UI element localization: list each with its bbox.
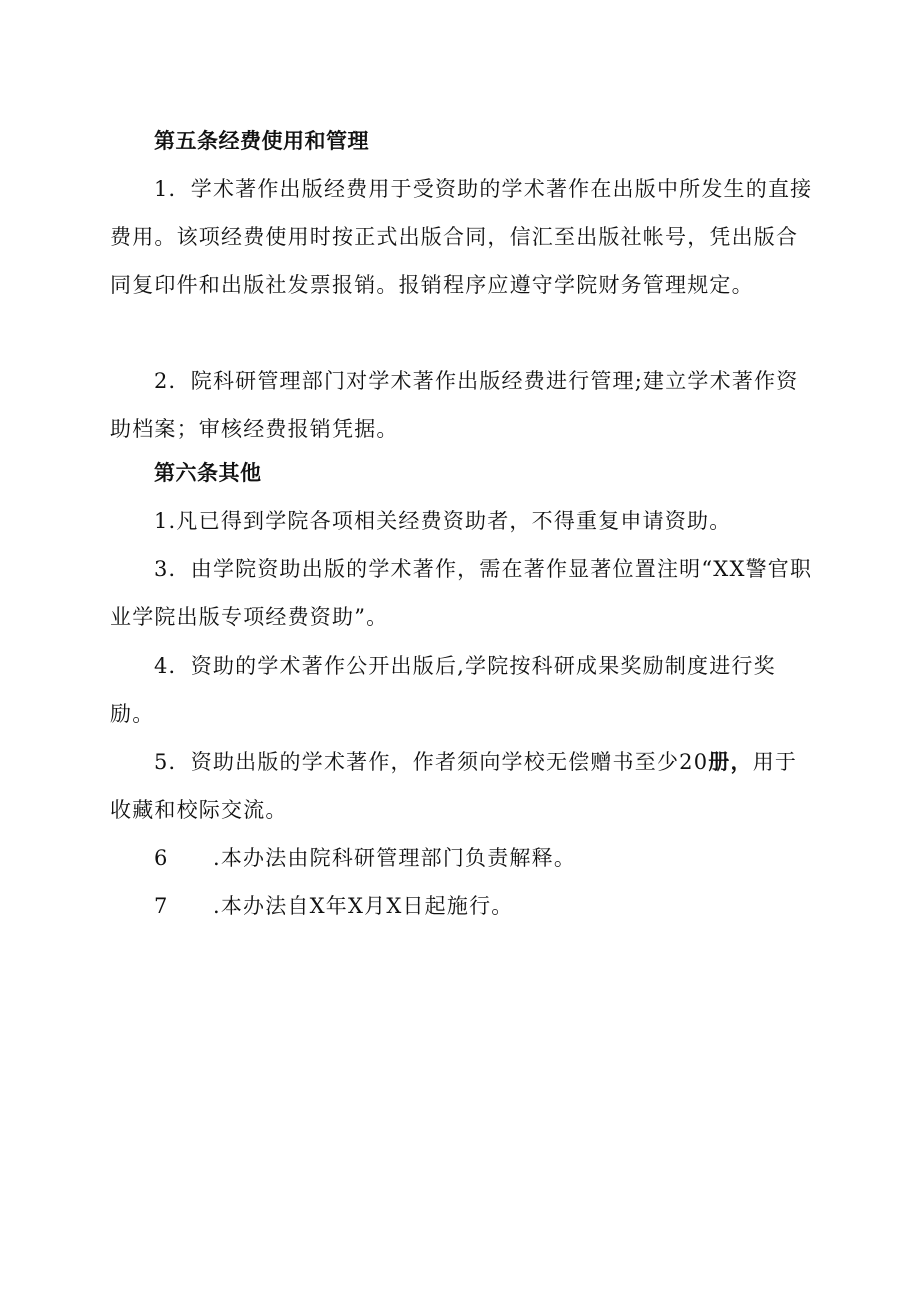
section-5-item-1: 1．学术著作出版经费用于受资助的学术著作在出版中所发生的直接费用。该项经费使用时按正式出版合同，信汇至出版社帐号，凭出版合同复印件和出版社发票报销。报销程序应遵守学院财务管理规定。 [110,177,813,297]
section-5-item-2: 2．院科研管理部门对学术著作出版经费进行管理;建立学术著作资助档案；审核经费报销凭据。 [110,369,799,441]
section-6-item-7: 7 .本办法自X年X月X日起施行。 [154,894,514,918]
section-6-item-4: 4．资助的学术著作公开出版后,学院按科研成果奖励制度进行奖励。 [110,654,776,726]
section-5-heading: 第五条经费使用和管理 [154,129,369,153]
section-6-item-6: 6 .本办法由院科研管理部门负责解释。 [154,846,577,870]
section-6-item-3: 3．由学院资助出版的学术著作，需在著作显著位置注明“XX警官职业学院出版专项经费资助”。 [110,557,813,629]
section-6-item-5-text-after: 用于收藏和校际交流。 [110,750,798,822]
section-6-item-5-text-before: 5．资助出版的学术著作，作者须向学校无偿赠书至少20 [154,750,709,774]
section-6-item-5 [110,738,814,834]
section-6-item-1: 1.凡已得到学院各项相关经费资助者，不得重复申请资助。 [154,509,732,533]
section-6-item-5-bold-text: 册， [708,749,753,774]
section-6-heading: 第六条其他 [154,461,262,485]
